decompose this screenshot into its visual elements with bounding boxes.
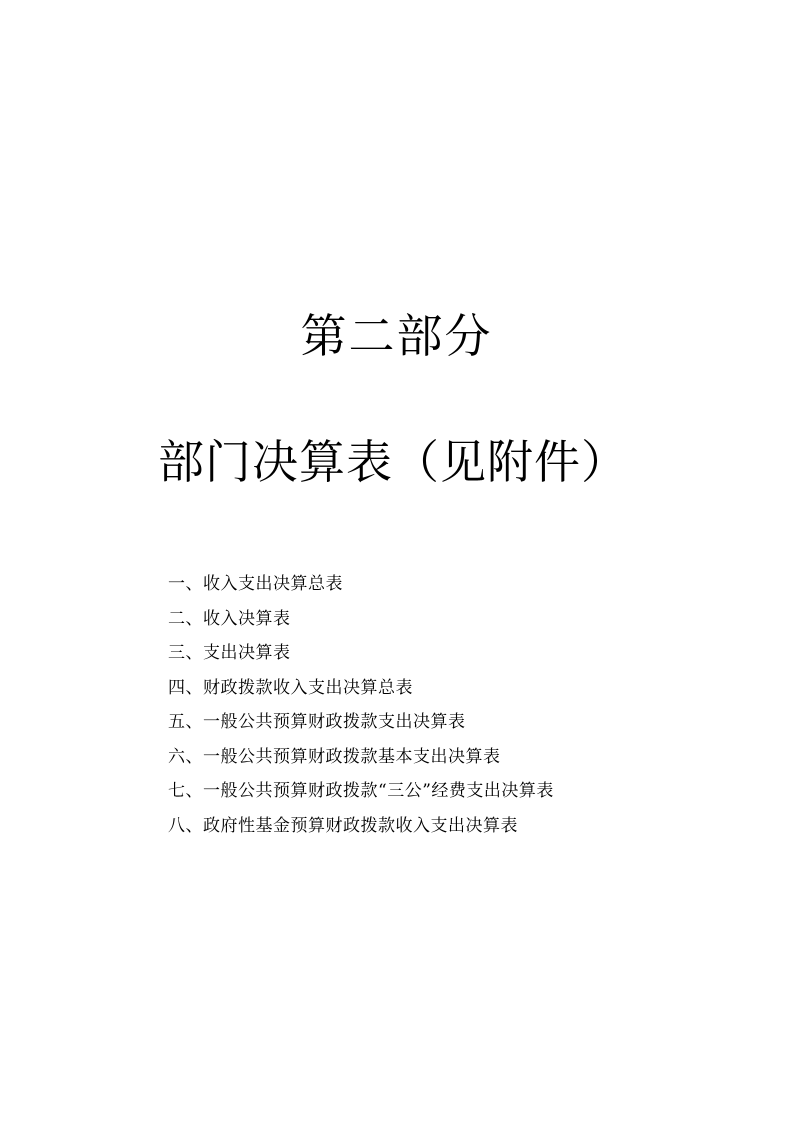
toc-item: 四、财政拨款收入支出决算总表 (168, 677, 413, 698)
part-title: 第二部分 (300, 309, 493, 363)
document-title: 部门决算表（见附件） (158, 435, 628, 489)
toc-item: 五、一般公共预算财政拨款支出决算表 (168, 712, 466, 732)
toc-item: 七、一般公共预算财政拨款“三公”经费支出决算表 (168, 781, 554, 801)
table-of-contents (168, 567, 554, 843)
toc-item: 二、收入决算表 (168, 608, 291, 629)
toc-item: 八、政府性基金预算财政拨款收入支出决算表 (168, 815, 518, 836)
toc-item: 一、收入支出决算总表 (168, 574, 343, 594)
toc-item: 三、支出决算表 (168, 643, 291, 663)
toc-item: 六、一般公共预算财政拨款基本支出决算表 (168, 746, 501, 767)
